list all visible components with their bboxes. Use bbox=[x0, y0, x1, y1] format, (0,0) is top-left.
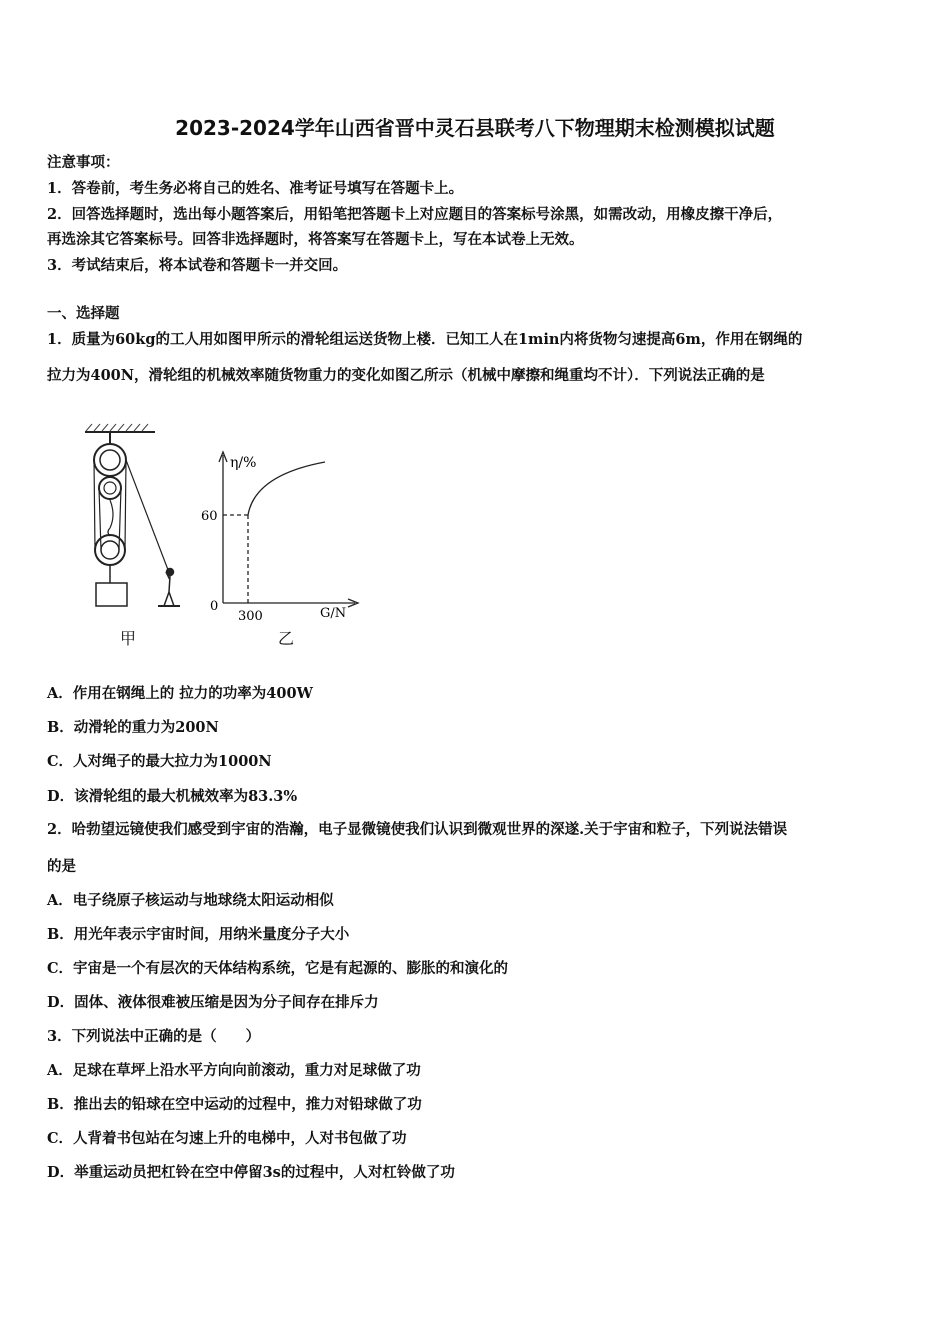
question-2-stem: 的是 bbox=[47, 858, 76, 875]
question-1-option-b: B．动滑轮的重力为200N bbox=[47, 719, 219, 736]
graph-y-axis-label: η/% bbox=[230, 455, 257, 471]
page-title: 2023-2024学年山西省晋中灵石县联考八下物理期末检测模拟试题 bbox=[175, 116, 775, 140]
notice-item: 1．答卷前，考生务必将自己的姓名、准考证号填写在答题卡上。 bbox=[47, 180, 464, 197]
graph-x-axis-label: G/N bbox=[320, 606, 347, 621]
question-1-option-a: A．作用在钢绳上的 拉力的功率为400W bbox=[47, 685, 313, 702]
question-1-stem: 拉力为400N，滑轮组的机械效率随货物重力的变化如图乙所示（机械中摩擦和绳重均不计）．下列说法正确的是 bbox=[47, 367, 765, 384]
graph-origin-label: 0 bbox=[210, 599, 219, 614]
question-3-option-b: B．推出去的铅球在空中运动的过程中，推力对铅球做了功 bbox=[47, 1096, 422, 1113]
question-2-option-b: B．用光年表示宇宙时间，用纳米量度分子大小 bbox=[47, 926, 350, 943]
notice-item: 2．回答选择题时，选出每小题答案后，用铅笔把答题卡上对应题目的答案标号涂黑，如需改动，用橡皮擦干净后， bbox=[47, 206, 783, 223]
question-3-option-c: C．人背着书包站在匀速上升的电梯中，人对书包做了功 bbox=[47, 1130, 407, 1147]
figure-label-jia: 甲 bbox=[120, 629, 137, 648]
figure-label-yi: 乙 bbox=[278, 629, 295, 648]
question-2-stem: 2．哈勃望远镜使我们感受到宇宙的浩瀚，电子显微镜使我们认识到微观世界的深遂.关于宇宙和粒子，下列说法错误 bbox=[47, 821, 788, 838]
question-2-option-d: D．固体、液体很难被压缩是因为分子间存在排斥力 bbox=[47, 994, 379, 1011]
question-1-figure bbox=[80, 420, 380, 655]
question-2-option-c: C．宇宙是一个有层次的天体结构系统，它是有起源的、膨胀的和演化的 bbox=[47, 960, 509, 977]
question-3-option-a: A．足球在草坪上沿水平方向向前滚动，重力对足球做了功 bbox=[47, 1062, 421, 1079]
graph-x-tick-label: 300 bbox=[238, 609, 263, 624]
section-heading: 一、选择题 bbox=[47, 305, 120, 322]
pulley-diagram bbox=[80, 420, 380, 655]
question-1-option-d: D．该滑轮组的最大机械效率为83.3% bbox=[47, 788, 298, 805]
question-1-option-c: C．人对绳子的最大拉力为1000N bbox=[47, 753, 272, 770]
question-3-stem: 3．下列说法中正确的是（ ） bbox=[47, 1028, 261, 1045]
question-2-option-a: A．电子绕原子核运动与地球绕太阳运动相似 bbox=[47, 892, 334, 909]
graph-y-tick-label: 60 bbox=[201, 509, 218, 524]
question-1-stem: 1．质量为60kg的工人用如图甲所示的滑轮组运送货物上楼．已知工人在1min内将货物匀速提高6m，作用在钢绳的 bbox=[47, 331, 803, 348]
question-3-option-d: D．举重运动员把杠铃在空中停留3s的过程中，人对杠铃做了功 bbox=[47, 1164, 455, 1181]
notice-heading: 注意事项： bbox=[47, 154, 120, 171]
notice-item: 3．考试结束后，将本试卷和答题卡一并交回。 bbox=[47, 257, 348, 274]
notice-item: 再选涂其它答案标号。回答非选择题时，将答案写在答题卡上，写在本试卷上无效。 bbox=[47, 231, 584, 248]
